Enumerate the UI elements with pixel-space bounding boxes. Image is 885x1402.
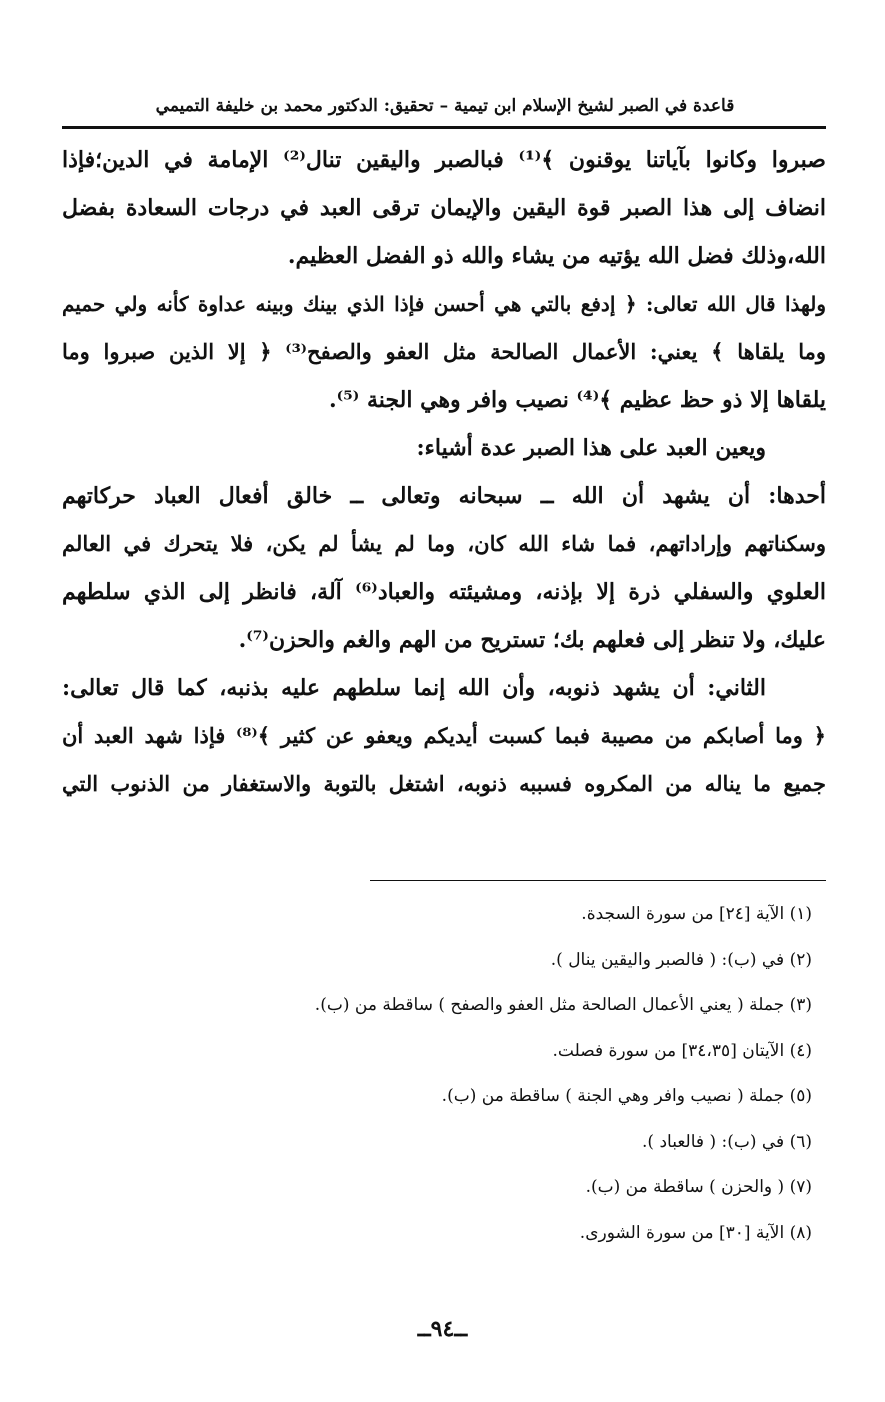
footnote: (١) الآية [٢٤] من سورة السجدة. [581, 904, 812, 924]
body-line: صبروا وكانوا بآياتنا يوقنون ﴾⁽¹⁾ فبالصبر واليقين تنال⁽²⁾ الإمامة في الدين؛فإذا [62, 147, 826, 173]
body-line: ﴿ وما أصابكم من مصيبة فبما كسبت أيديكم ويعفو عن كثير ﴾⁽⁸⁾ فإذا شهد العبد أن [62, 723, 826, 748]
footnote: (٣) جملة ( يعني الأعمال الصالحة مثل العفو والصفح ) ساقطة من (ب). [314, 995, 812, 1015]
footnote: (٧) ( والحزن ) ساقطة من (ب). [585, 1177, 812, 1197]
footnotes [62, 892, 826, 1256]
body-line: ولهذا قال الله تعالى: ﴿ إدفع بالتي هي أحسن فإذا الذي بينك وبينه عداوة كأنه ولي حميم [62, 292, 826, 316]
body-line: يلقاها إلا ذو حظ عظيم ﴾⁽⁴⁾ نصيب وافر وهي الجنة ⁽⁵⁾. [328, 387, 826, 413]
running-head: قاعدة في الصبر لشيخ الإسلام ابن تيمية – تحقيق: الدكتور محمد بن خليفة التميمي [155, 96, 735, 116]
header-rule [62, 126, 826, 129]
body-line: عليك، ولا تنظر إلى فعلهم بك؛ تستريح من الهم والغم والحزن⁽⁷⁾. [238, 627, 826, 653]
footnote: (٦) في (ب): ( فالعباد ). [642, 1131, 812, 1152]
body-line: أحدها: أن يشهد أن الله ــ سبحانه وتعالى ــ خالق أفعال العباد حركاتهم [62, 483, 826, 509]
body-line: جميع ما يناله من المكروه فسببه ذنوبه، اشتغل بالتوبة والاستغفار من الذنوب التي [62, 771, 826, 796]
body-text [62, 136, 826, 808]
footnote: (٨) الآية [٣٠] من سورة الشورى. [579, 1222, 812, 1243]
body-line: العلوي والسفلي ذرة إلا بإذنه، ومشيئته والعباد⁽⁶⁾ آلة، فانظر إلى الذي سلطهم [62, 579, 826, 605]
body-line: انضاف إلى هذا الصبر قوة اليقين والإيمان ترقى العبد في درجات السعادة بفضل [62, 195, 826, 221]
footnote: (٤) الآيتان [٣٤،٣٥] من سورة فصلت. [552, 1040, 812, 1061]
footnote-rule [370, 880, 826, 881]
body-line: ويعين العبد على هذا الصبر عدة أشياء: [416, 435, 766, 461]
footnote: (٥) جملة ( نصيب وافر وهي الجنة ) ساقطة من (ب). [441, 1086, 812, 1106]
body-line: وما يلقاها ﴾ يعني: الأعمال الصالحة مثل العفو والصفح⁽³⁾ ﴿ إلا الذين صبروا وما [62, 339, 826, 364]
body-line: وسكناتهم وإراداتهم، فما شاء الله كان، وما لم يشأ لم يكن، فلا يتحرك في العالم [62, 531, 826, 556]
footnote: (٢) في (ب): ( فالصبر واليقين ينال ). [550, 949, 812, 970]
page-number: ــ٩٤ــ [417, 1316, 468, 1342]
body-line: الثاني: أن يشهد ذنوبه، وأن الله إنما سلطهم عليه بذنبه، كما قال تعالى: [62, 675, 766, 701]
body-line: الله،وذلك فضل الله يؤتيه من يشاء والله ذو الفضل العظيم. [287, 243, 826, 269]
